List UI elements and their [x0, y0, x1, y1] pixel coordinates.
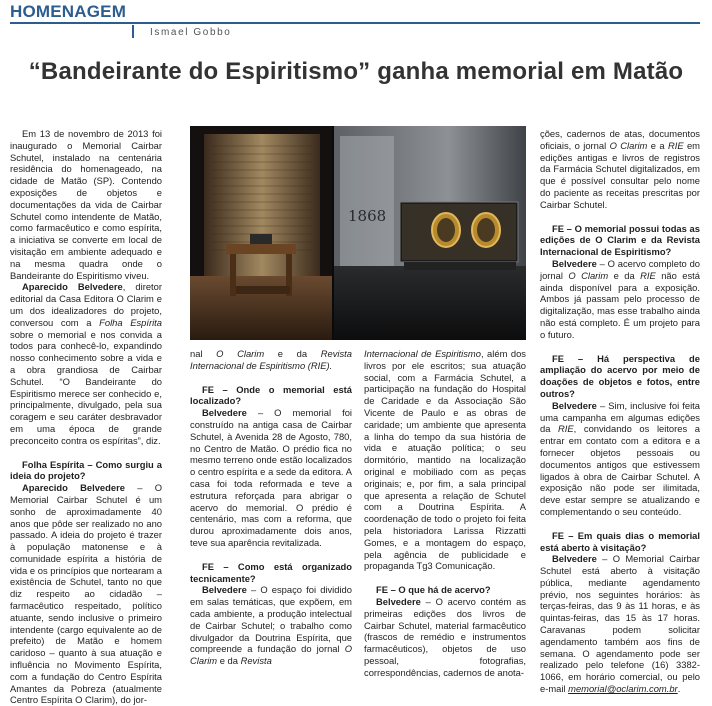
email-link[interactable]: memorial@oclarim.com.br: [568, 683, 678, 695]
question-2: FE – Onde o memorial está localizado?: [190, 383, 352, 407]
question-5: FE – O memorial possui todas as edições de O Clarim e da Revista Internacional de Espiritismo?: [540, 222, 700, 258]
memorial-photo: [190, 126, 526, 340]
typewriter: [250, 234, 272, 244]
desk-base: [236, 286, 290, 294]
text-wall-panel: [204, 134, 320, 276]
header-rule: [10, 22, 700, 24]
interviewee-name: Aparecido Belvedere: [22, 281, 123, 293]
portrait-2: [477, 218, 495, 242]
question-1: Folha Espírita – Como surgiu a ideia do projeto?: [10, 458, 162, 482]
paragraph-belvedere-intro: Aparecido Belvedere, diretor editorial da Casa Editora O Clarim e um dos idealizadores do projeto, conversou com a Folha Espírita sobre o memorial e nos convida a todos para conhecê-lo, expandindo nosso conhecimento sobre a vida e a obra grandiosa de Cairbar Schutel. “O Bandeirante do Espiritismo merece ser conhecido e, principalmente, divulgado, pela sua coragem e seu caráter desbravador em uma época de grande preconceito contra os espíritas”, diz.: [10, 281, 163, 446]
paragraph-intro: Em 13 de novembro de 2013 foi inaugurado o Memorial Cairbar Schutel, instalado na centenária residência do homenageado, na cidade de Matão (SP). Contendo exposições de objetos e documentações da vida de Cairbar Schutel como intendente de Matão, como farmacêutico e como espírita, a iniciativa se converte em local de visitação em ambiente adequado e na mesma quadra onde o Bandeirante do Espiritismo viveu.: [10, 128, 162, 281]
answer-1: Aparecido Belvedere – O Memorial Cairbar Schutel é um sonho de aproximadamente 40 anos que pôde ser realizado no ano passado. A ideia do projeto é trazer à população matonense e à comunidade espírita a história de vida e os princípios que nortearam a existência de Schutel, tanto no que diz respeito ao cidadão – farmacêutico respeitado, político atuante, sendo inclusive o primeiro intendente (cargo equivalente ao de prefeito) de Matão e homem caridoso – quanto à sua atuação e influência no Movimento Espírita, com a fundação do Centro Espírita Amantes da Pobreza (atualmente Centro Espírita O Clarim), do jor-: [10, 482, 162, 706]
page-header: [0, 0, 712, 40]
question-4: FE – O que há de acervo?: [376, 584, 491, 596]
desk-top: [226, 244, 296, 254]
desk-leg-left: [230, 254, 236, 296]
right-floor: [332, 266, 526, 340]
answer-3: Belvedere – O espaço foi dividido em salas temáticas, que expõem, em cada ambiente, a produção intelectual de Cairbar Schutel; o trabalho como divulgador da Doutrina Espírita, que compreende a fundação do jornal O Clarim e da Revista: [190, 584, 352, 667]
case-base: [404, 262, 516, 270]
answer-6: Belvedere – Sim, inclusive foi feita uma campanha em algumas edições da RIE, convidando os leitores a entrar em contato com a editora e a fornecer objetos pessoais ou documentos antigos que estivessem ligados à obra de Cairbar Schutel. A exposição não pode ser ilimitada, deve estar sempre se atualizando e complementando o seu conteúdo.: [540, 399, 700, 517]
author-divider: [132, 25, 134, 38]
article-column-2: [190, 348, 352, 667]
left-floor: [190, 276, 332, 340]
section-label: HOMENAGEM: [10, 2, 127, 21]
answer-5: Belvedere – O acervo completo do jornal O Clarim e da RIE não está ainda disponível para a exposição. Ambos já passam pelo processo de digitalização, mas esse trabalho ainda não está completo. É um projeto para o futuro.: [540, 257, 700, 340]
answer-4: Belvedere – O acervo contém as primeiras edições dos livros de Cairbar Schutel, material farmacêutico (frascos de remédio e instrumentos farmacêuticos), objetos de uso pessoal, fotografias, correspondências, cadernos de anota-: [364, 595, 526, 678]
article-column-1: [10, 128, 162, 706]
article-column-3: [364, 348, 526, 679]
article-title: “Bandeirante do Espiritismo” ganha memorial em Matão: [28, 58, 684, 85]
question-7: FE – Em quais dias o memorial está aberto à visitação?: [540, 529, 700, 553]
author-name: Ismael Gobbo: [150, 27, 232, 38]
question-3: FE – Como está organizado tecnicamente?: [190, 560, 352, 584]
portrait-1: [437, 218, 455, 242]
answer-7: Belvedere – O Memorial Cairbar Schutel está aberto à visitação pública, mediante agendamento prévio, nos seguintes horários: às terças-feiras, das 9 às 11 horas, e às quintas-feiras, das 15 às 17 horas. Caravanas podem solicitar agendamento também aos fins de semana. O agendamento pode ser realizado pelo telefone (16) 3382-1066, em horário comercial, ou pelo e-mail memorial@oclarim.com.br.: [540, 553, 700, 695]
year-label: 1868: [348, 207, 387, 225]
question-6: FE – Há perspectiva de ampliação do acervo por meio de doações de objetos e fotos, entre outros?: [540, 352, 700, 399]
memorial-photo-illustration: [190, 126, 526, 340]
article-column-4: [540, 128, 700, 695]
answer-2: Belvedere – O memorial foi construído na antiga casa de Cairbar Schutel, à Avenida 28 de Agosto, 780, no Centro de Matão. O prédio fica no mesmo terreno onde estão localizados o centro espírita e a sede da editora. A casa foi toda reformada e teve a estrutura reforçada para abrigar o acervo do memorial. O prédio é centenário, mas com a reforma, que durou aproximadamente dois anos, teve sua aparência revitalizada.: [190, 407, 352, 548]
paragraph-continued: ções, cadernos de atas, documentos oficiais, o jornal O Clarim e a RIE em edições antigas e livros de registros da Farmácia Schutel digitalizados, em que é possível consultar pelo nome do paciente as receitas prescritas por Cairbar Schutel.: [540, 128, 700, 210]
paragraph-continued: nal O Clarim e da Revista Internacional de Espiritismo (RIE).: [190, 348, 352, 371]
photo-divider: [332, 126, 334, 340]
paragraph-continued: Internacional de Espiritismo, além dos livros por ele escritos; sua atuação social, com a Farmácia Schutel, a participação na fundação do Hospital de Caridade e da Associação São Vicente de Paulo e as obras de caridade; um ambiente que apresenta a linha do tempo da sua história de vida e atuação política; o seu dormitório, mantido na localização original e mobiliado com as peças originais; e, por fim, a sala principal que apresenta a relação de Schutel com a Doutrina Espírita. A coordenação de todo o projeto foi feita pela historiadora Larissa Rizzatti Gomes, e a montagem do espaço, pela agência de publicidade e propaganda Tg3 Comunicação.: [364, 348, 526, 572]
